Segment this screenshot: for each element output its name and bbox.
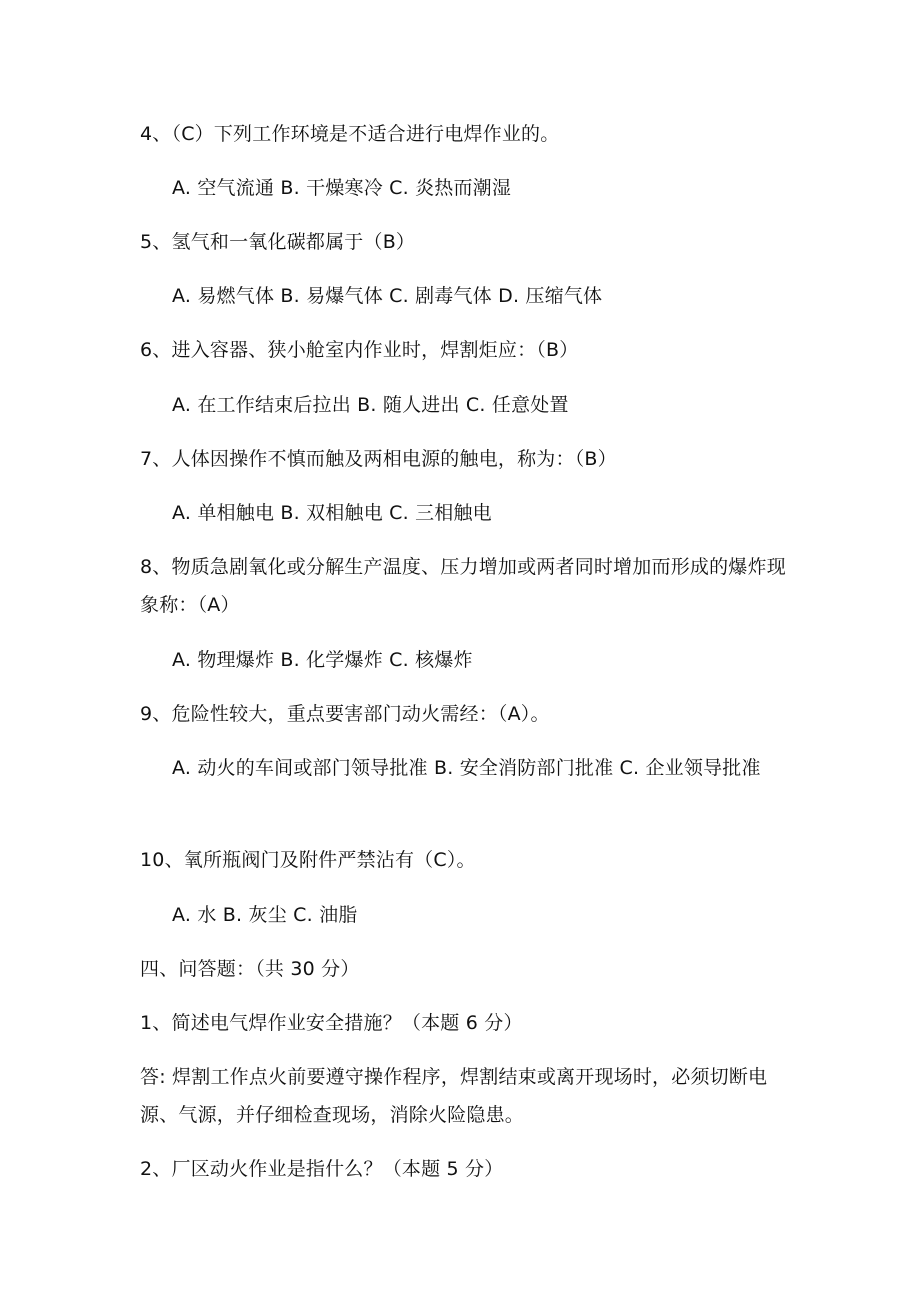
section-4-heading: 四、问答题：（共 30 分） xyxy=(140,958,360,980)
question-9-stem: 9、危险性较大，重点要害部门动火需经：（A）。 xyxy=(140,703,550,725)
question-10-stem: 10、氧所瓶阀门及附件严禁沾有（C）。 xyxy=(140,849,476,871)
question-8-options: A. 物理爆炸 B. 化学爆炸 C. 核爆炸 xyxy=(172,649,473,671)
essay-question-1: 1、简述电气焊作业安全措施？（本题 6 分） xyxy=(140,1012,523,1034)
essay-answer-1: 答: 焊割工作点火前要遵守操作程序，焊割结束或离开现场时，必须切断电源、气源，并仔细检查现场，消除火险隐患。 xyxy=(140,1066,768,1126)
question-7-options: A. 单相触电 B. 双相触电 C. 三相触电 xyxy=(172,502,492,524)
question-9-options: A. 动火的车间或部门领导批准 B. 安全消防部门批准 C. 企业领导批准 xyxy=(172,757,761,779)
question-4-stem: 4、（C）下列工作环境是不适合进行电焊作业的。 xyxy=(140,123,560,145)
question-5-options: A. 易燃气体 B. 易爆气体 C. 剧毒气体 D. 压缩气体 xyxy=(172,285,603,307)
question-10-options: A. 水 B. 灰尘 C. 油脂 xyxy=(172,904,358,926)
question-7-stem: 7、人体因操作不慎而触及两相电源的触电，称为：（B） xyxy=(140,448,617,470)
question-6-options: A. 在工作结束后拉出 B. 随人进出 C. 任意处置 xyxy=(172,394,569,416)
question-4-options: A. 空气流通 B. 干燥寒冷 C. 炎热而潮湿 xyxy=(172,177,512,199)
essay-question-2: 2、厂区动火作业是指什么？（本题 5 分） xyxy=(140,1158,504,1180)
question-6-stem: 6、进入容器、狭小舱室内作业时，焊割炬应：（B） xyxy=(140,339,579,361)
question-5-stem: 5、氢气和一氧化碳都属于（B） xyxy=(140,231,416,253)
question-8-stem: 8、物质急剧氧化或分解生产温度、压力增加或两者同时增加而形成的爆炸现象称：（A） xyxy=(140,556,786,616)
